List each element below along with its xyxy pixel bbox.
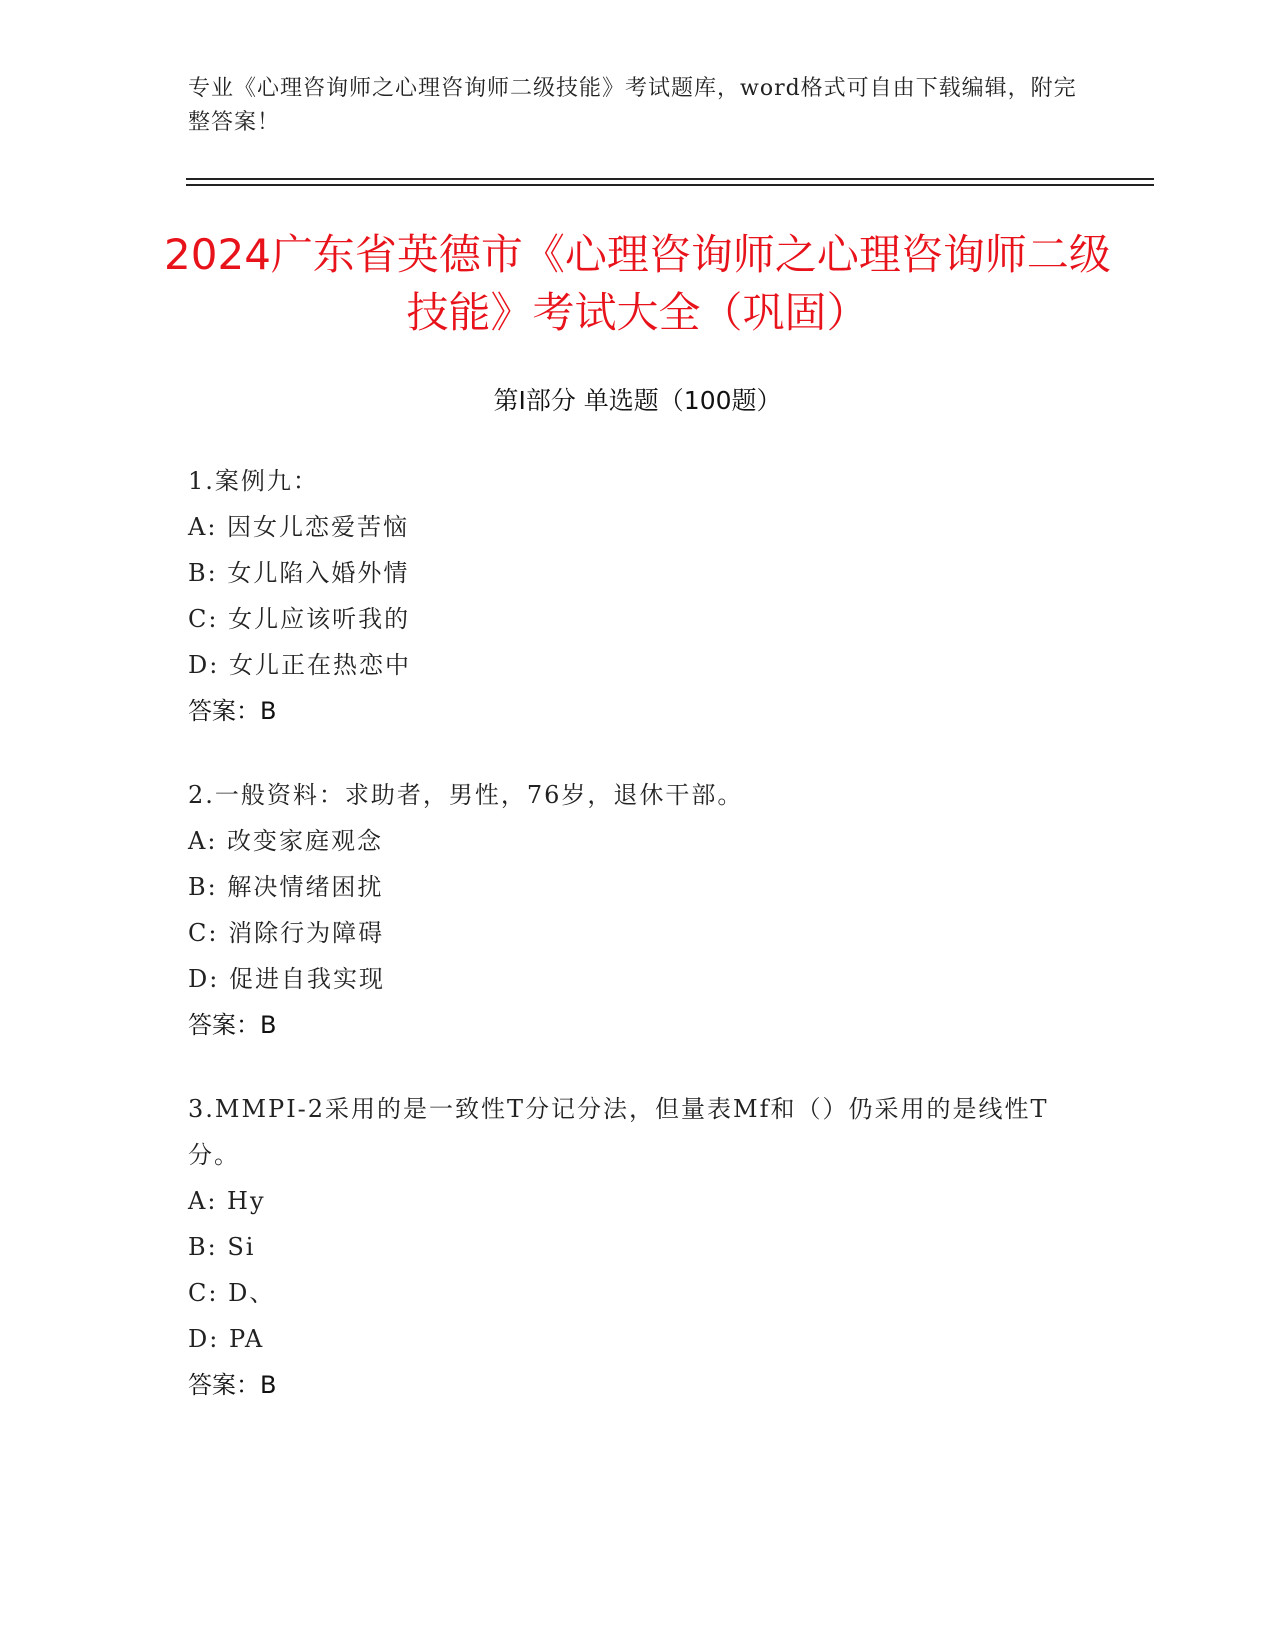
answer: 答案：B — [188, 697, 277, 725]
document-title: 2024广东省英德市《心理咨询师之心理咨询师二级技能》考试大全（巩固） — [164, 230, 1111, 337]
question-2 — [188, 772, 1088, 1048]
option-b: B: 女儿陷入婚外情 — [188, 559, 410, 587]
header-divider-top — [186, 178, 1154, 180]
answer: 答案：B — [188, 1011, 277, 1039]
option-d: D: PA — [188, 1325, 265, 1353]
question-1 — [188, 458, 1088, 734]
option-c: C: 消除行为障碍 — [188, 919, 385, 947]
option-c: C: 女儿应该听我的 — [188, 605, 411, 633]
option-a: A: 改变家庭观念 — [188, 827, 384, 855]
answer: 答案：B — [188, 1371, 277, 1399]
option-a: A: 因女儿恋爱苦恼 — [188, 513, 410, 541]
question-stem: 2.一般资料：求助者，男性，76岁，退休干部。 — [188, 781, 744, 809]
header-note: 专业《心理咨询师之心理咨询师二级技能》考试题库，word格式可自由下载编辑，附完整答案！ — [188, 76, 1077, 135]
option-b: B: Si — [188, 1233, 256, 1261]
section-title: 第I部分 单选题（100题） — [493, 386, 782, 415]
option-c: C: D、 — [188, 1279, 276, 1307]
question-stem: 1.案例九： — [188, 467, 319, 495]
option-b: B: 解决情绪困扰 — [188, 873, 384, 901]
option-d: D: 女儿正在热恋中 — [188, 651, 411, 679]
option-a: A: Hy — [188, 1187, 266, 1215]
option-d: D: 促进自我实现 — [188, 965, 385, 993]
question-stem: 3.MMPI-2采用的是一致性T分记分法，但量表Mf和（）仍采用的是线性T分。 — [188, 1095, 1049, 1169]
question-3 — [188, 1086, 1088, 1408]
header-divider-bottom — [186, 184, 1154, 186]
